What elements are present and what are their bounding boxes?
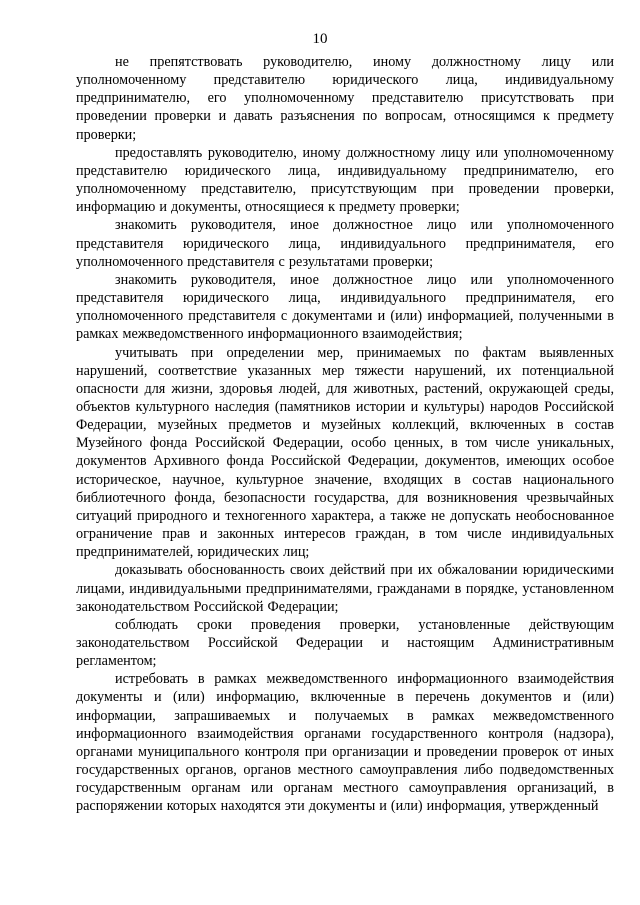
paragraph-obligation-justify-actions: доказывать обоснованность своих действий при их обжаловании юридическими лицами, индивидуальными предпринимателями, гражданами в порядке, установленном законодательством Российской Федерации; <box>76 562 614 615</box>
paragraph-obligation-proportional-measures: учитывать при определении мер, принимаемых по фактам выявленных нарушений, соответствие указанных мер тяжести нарушений, их потенциальной опасности для жизни, здоровья людей, для животных, растений, окружающей среды, объектов культурного наследия (памятников истории и культуры) народов Российской Федерации, музейных предметов и музейных коллекций, включенных в состав Музейного фонда Российской Федерации, особо ценных, в том числе уникальных, документов Архивного фонда Российской Федерации, документов, имеющих особое историческое, научное, культурное значение, входящих в состав национального библиотечного фонда, безопасности государства, для возникновения чрезвычайных ситуаций природного и техногенного характера, а также не допускать необоснованное ограничение прав и законных интересов граждан, в том числе индивидуальных предпринимателей, юридических лиц; <box>76 344 614 561</box>
page-number: 10 <box>312 31 328 47</box>
paragraph-obligation-provide-information: предоставлять руководителю, иному должностному лицу или уполномоченному представителю юридического лица, индивидуальному предпринимателю, его уполномоченному представителю, присутствующим при проведении проверки, информацию и документы, относящиеся к предмету проверки; <box>76 144 614 216</box>
paragraph-obligation-not-obstruct: не препятствовать руководителю, иному должностному лицу или уполномоченному представителю юридического лица, индивидуальному предпринимателю, его уполномоченному представителю присутствовать при проведении проверки и давать разъяснения по вопросам, относящимся к предмету проверки; <box>76 54 614 143</box>
paragraph-obligation-familiarize-results: знакомить руководителя, иное должностное лицо или уполномоченного представителя юридического лица, индивидуального предпринимателя, его уполномоченного представителя с результатами проверки; <box>76 217 614 270</box>
paragraph-obligation-request-documents: истребовать в рамках межведомственного информационного взаимодействия документы и (или) информацию, включенные в перечень документов и (или) информации, запрашиваемых и получаемых в рамках межведомственного информационного взаимодействия органами государственного контроля (надзора), органами муниципального контроля при организации и проведении проверок от иных государственных органов, органов местного самоуправления либо подведомственных государственным органам или органам местного самоуправления организаций, в распоряжении которых находятся эти документы и (или) информация, утвержденный <box>76 671 614 815</box>
paragraph-obligation-observe-deadlines: соблюдать сроки проведения проверки, установленные действующим законодательством Российской Федерации и настоящим Административным регламентом; <box>76 616 614 670</box>
document-body <box>76 53 614 816</box>
paragraph-obligation-familiarize-documents: знакомить руководителя, иное должностное лицо или уполномоченного представителя юридического лица, индивидуального предпринимателя, его уполномоченного представителя с документами и (или) информацией, полученными в рамках межведомственного информационного взаимодействия; <box>76 271 614 343</box>
